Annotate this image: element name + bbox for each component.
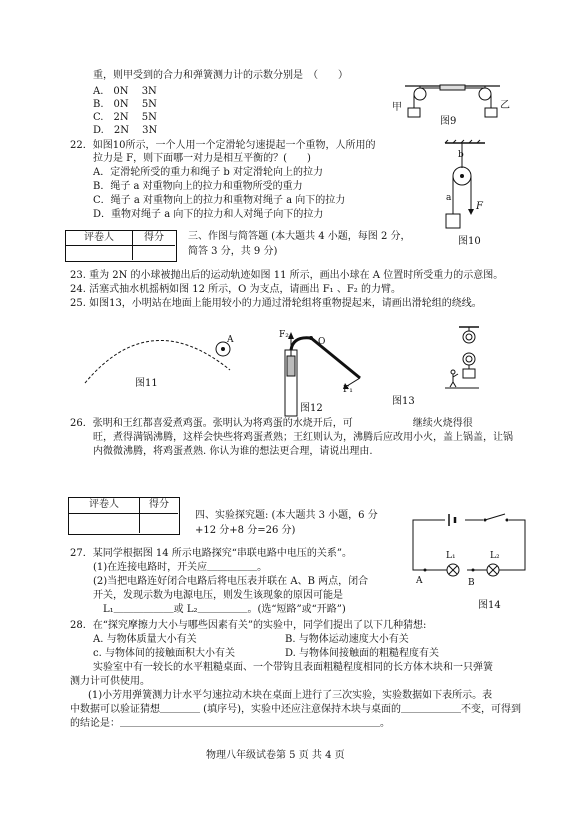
q26-line-2: 旺，煮得满锅沸腾，这样会快些将鸡蛋煮熟；王红则认为，沸腾后应改用小火，盖上锅盖，让锅 <box>93 432 513 443</box>
q28-paragraph-1: 实验室中有一较长的水平粗糙桌面、一个带钩且表面粗糙程度相同的长方体木块和一只弹簧 <box>93 662 493 673</box>
q21-option-c: C. 2N 5N <box>93 112 157 123</box>
figure-10-label-f: F <box>476 201 483 212</box>
q26-line-1: 26．张明和王红都喜爱煮鸡蛋。张明认为将鸡蛋的水烧开后，可 继续火烧得很 <box>70 418 473 429</box>
score-box-grader-cell[interactable] <box>66 246 133 260</box>
q21-option-b: B. 0N 5N <box>93 99 157 110</box>
section-3-title: 三、作图与简答题 (本大题共 4 小题，每图 2 分， <box>188 231 411 242</box>
q28-option-c: c. 与物体间的接触面积大小有关 <box>93 648 235 659</box>
score-box-header-score: 得分 <box>140 498 178 514</box>
figure-12-caption: 图12 <box>300 403 323 414</box>
figure-14-label-b: B <box>468 578 475 588</box>
figure-10 <box>440 140 490 235</box>
q26-line-3: 内微微沸腾，将鸡蛋煮熟. 你认为谁的想法更合理，请说出理由. <box>93 446 373 457</box>
figure-11-caption: 图11 <box>135 378 158 389</box>
q27-sub-4: L₁＿＿＿＿＿＿或 L₂＿＿＿＿＿。(选“短路”或“开路”) <box>103 604 346 615</box>
q22-option-a: A．定滑轮所受的重力和绳子 b 对定滑轮向上的拉力 <box>93 167 323 178</box>
figure-12-label-f2: F₂ <box>279 330 289 340</box>
q28-option-d: D. 与物体间接触面的粗糙程度有关 <box>285 648 440 659</box>
figure-13-caption: 图13 <box>392 396 415 407</box>
figure-10-caption: 图10 <box>458 236 481 247</box>
q28-paragraph-3: (1)小芳用弹簧测力计水平匀速拉动木块在桌面上进行了三次实验，实验数据如下表所示。表 <box>88 690 493 701</box>
page-footer: 物理八年级试卷第 5 页 共 4 页 <box>206 750 345 761</box>
q21-tail: 重，则甲受到的合力和弹簧测力计的示数分别是 （ ） <box>93 70 348 81</box>
q23-text: 23. 重为 2N 的小球被抛出后的运动轨迹如图 11 所示，画出小球在 A 位置时所受重力的示意图。 <box>70 270 504 281</box>
score-box-section-4 <box>68 497 180 535</box>
q28-option-b: B. 与物体运动速度大小有关 <box>285 634 409 645</box>
score-box-section-3 <box>65 230 177 262</box>
section-4-title: 四、实验探究题: (本大题共 3 小题，6 分 <box>195 510 378 521</box>
q22-option-b: B．绳子 a 对重物向上的拉力和重物所受的重力 <box>93 181 303 192</box>
q21-option-a: A. 0N 3N <box>93 86 157 97</box>
section-4-subtitle: +12 分+8 分=26 分) <box>195 525 296 536</box>
score-box-header-grader: 评卷人 <box>69 498 140 514</box>
figure-13 <box>445 325 495 395</box>
score-box-header-grader: 评卷人 <box>66 231 133 246</box>
q22-option-d: D．重物对绳子 a 向下的拉力和人对绳子向下的拉力 <box>93 209 324 220</box>
figure-9-right-label: 乙 <box>500 100 510 111</box>
q28-option-a: A. 与物体质量大小有关 <box>93 634 197 645</box>
q22-stem: 22．如图10所示，一个人用一个定滑轮匀速提起一个重物，人所用的 <box>70 140 376 151</box>
figure-11 <box>80 325 240 385</box>
q28-paragraph-2: 测力计可供使用。 <box>70 676 150 687</box>
score-box-header-score: 得分 <box>133 231 175 246</box>
q28-stem: 28．在“探究摩擦力大小与哪些因素有关”的实验中，同学们提出了以下几种猜想: <box>70 620 427 631</box>
figure-9-left-label: 甲 <box>392 102 402 113</box>
q27-sub-3: 开关，发现示数为电源电压，则发生该现象的原因可能是 <box>93 590 343 601</box>
q27-sub-2: (2)当把电路连好闭合电路后将电压表并联在 A、B 两点，闭合 <box>93 576 369 587</box>
figure-10-label-b: b <box>458 150 464 160</box>
q22-option-c: C．绳子 a 对重物向上的拉力和重物对绳子 a 向下的拉力 <box>93 195 346 206</box>
figure-9-caption: 图9 <box>440 116 457 127</box>
q22-stem-2: 拉力是 F，则下面哪一对力是相互平衡的？( ) <box>93 153 311 164</box>
section-3-subtitle: 简答 3 分，共 9 分) <box>188 246 278 257</box>
figure-11-label-a: A <box>227 335 234 345</box>
figure-14-label-l2: L₂ <box>490 551 500 561</box>
figure-14-caption: 图14 <box>478 600 501 611</box>
q25-text: 25. 如图13，小明站在地面上能用较小的力通过滑轮组将重物提起来，请画出滑轮组的绕线。 <box>70 298 482 309</box>
q27-stem: 27．某同学根据图 14 所示电路探究“串联电路中电压的关系”。 <box>70 548 353 559</box>
q21-option-d: D. 2N 3N <box>93 125 158 136</box>
figure-14-label-a: A <box>416 576 423 586</box>
figure-14-label-l1: L₁ <box>446 551 456 561</box>
q27-sub-1: (1)在连接电路时，开关应＿＿＿＿＿。 <box>93 562 268 573</box>
q28-paragraph-5: 的结论是：＿＿＿＿＿＿＿＿＿＿＿＿＿＿＿＿＿＿＿＿＿＿＿＿＿＿。 <box>70 718 390 729</box>
q24-text: 24. 活塞式抽水机摇柄如图 12 所示，O 为支点，请画出 F₁ 、F₂ 的力臂。 <box>70 284 401 295</box>
figure-12-label-o: O <box>318 337 326 347</box>
figure-12-label-f1: F₁ <box>343 385 353 395</box>
figure-10-label-a: a <box>446 193 452 203</box>
q28-paragraph-4: 中数据可以验证猜想＿＿＿＿ (填序号)，实验中还应注意保持木块与桌面的＿＿＿＿＿＿不变，可得到 <box>70 704 521 715</box>
score-box-grader-cell[interactable] <box>69 514 140 533</box>
